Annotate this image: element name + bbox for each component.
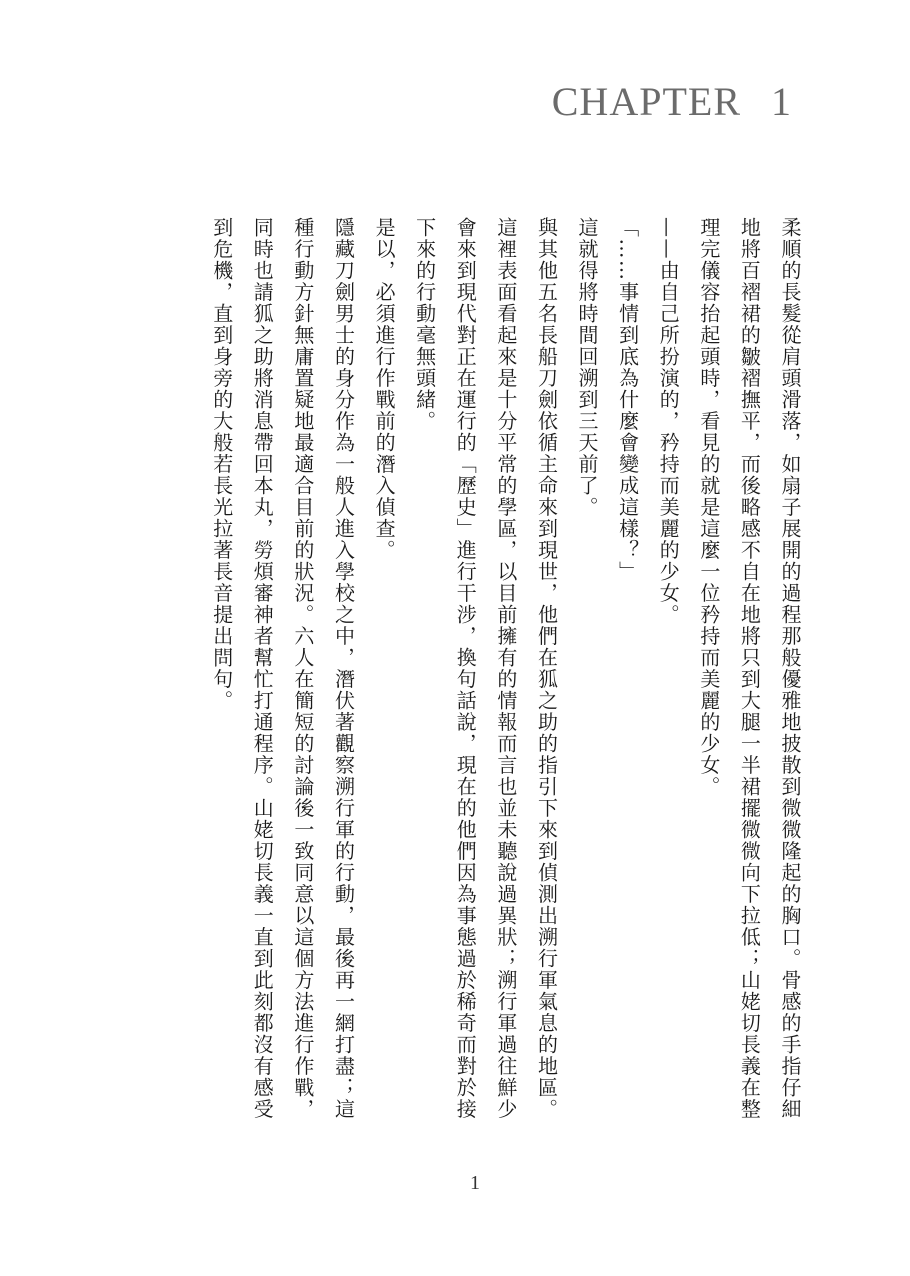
- chapter-label: CHAPTER: [551, 79, 741, 124]
- paragraph: 與其他五名長船刀劍依循主命來到現世，他們在狐之助的指引下來到偵測出溯行軍氣息的地區。這裡表面看起來是十分平常的學區，以目前擁有的情報而言也並未聽說過異狀；溯行軍過往鮮少會來到現代對正在運行的「歷史」進行干涉，換句話說，現在的他們因為事態過於稀奇而對於接下來的行動毫無頭緒。: [412, 217, 559, 1120]
- chapter-number: 1: [771, 79, 792, 124]
- paragraph: 這就得將時間回溯到三天前了。: [575, 217, 600, 518]
- chapter-heading: [552, 78, 792, 125]
- paragraph: 柔順的長髮從肩頭滑落，如扇子展開的過程那般優雅地披散到微微隆起的胸口。骨感的手指仔細地將百褶裙的皺褶撫平，而後略感不自在地將只到大腿一半裙擺微微向下拉低；山姥切長義在整理完儀容抬起頭時，看見的就是這麼一位矜持而美麗的少女。: [696, 217, 802, 1120]
- paragraph: 「……事情到底為什麼會變成這樣？」: [615, 217, 640, 583]
- paragraph: 隱藏刀劍男士的身分作為一般人進入學校之中，潛伏著觀察溯行軍的行動，最後再一網打盡；這種行動方針無庸置疑地最適合目前的狀況。六人在簡短的討論後一致同意以這個方法進行作戰，同時也請狐之助將消息帶回本丸，勞煩審神者幫忙打通程序。山姥切長義一直到此刻都沒有感受到危機，直到身旁的大般若長光拉著長音提出問句。: [209, 217, 356, 1120]
- paragraph: ——由自己所扮演的，矜持而美麗的少女。: [656, 217, 681, 626]
- page-number: 1: [470, 1172, 480, 1194]
- paragraph: 是以，必須進行作戰前的潛入偵查。: [372, 217, 397, 561]
- vertical-body-text: [110, 175, 810, 1135]
